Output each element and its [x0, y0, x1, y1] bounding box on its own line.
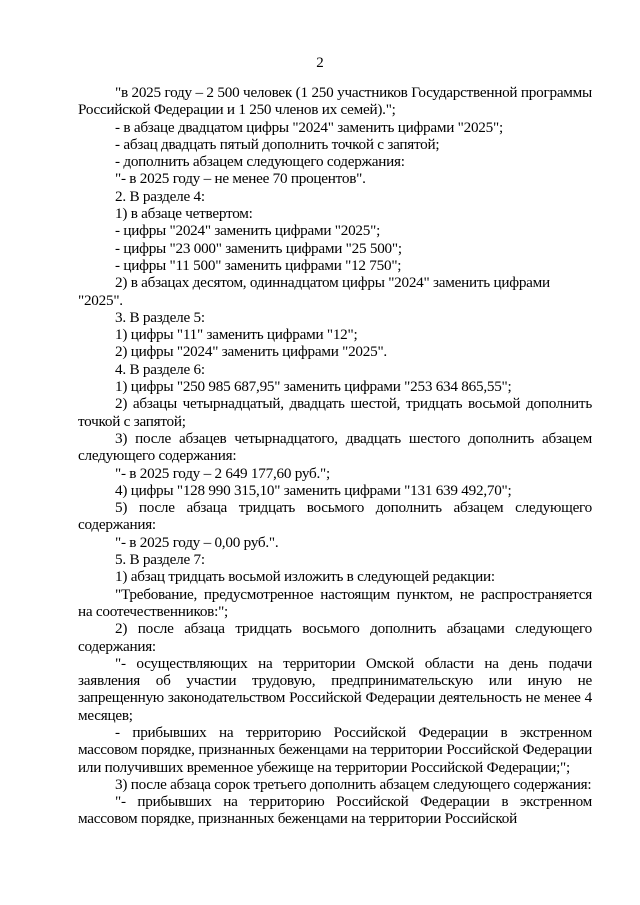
paragraph: "- прибывших на территорию Российской Федерации в экстренном массовом порядке, признанных беженцами на территории Российской [78, 793, 592, 828]
paragraph: 4. В разделе 6: [115, 360, 205, 378]
paragraph: 4) цифры "128 990 315,10" заменить цифрами "131 639 492,70"; [115, 481, 512, 499]
paragraph: - цифры "11 500" заменить цифрами "12 750"; [115, 256, 402, 274]
paragraph: "- в 2025 году – 2 649 177,60 руб."; [115, 464, 330, 482]
paragraph: "- в 2025 году – 0,00 руб.". [115, 533, 279, 551]
paragraph: 2) после абзаца тридцать восьмого дополнить абзацами следующего содержания: [78, 620, 592, 655]
paragraph: 1) цифры "11" заменить цифрами "12"; [115, 326, 358, 344]
paragraph: 5. В разделе 7: [115, 551, 205, 569]
paragraph: 1) абзац тридцать восьмой изложить в следующей редакции: [115, 568, 495, 586]
paragraph: 2) цифры "2024" заменить цифрами "2025". [115, 343, 387, 361]
paragraph: 3) после абзаца сорок третьего дополнить абзацем следующего содержания: [115, 775, 592, 793]
paragraph: "- в 2025 году – не менее 70 процентов". [115, 170, 366, 188]
paragraph: 2) абзацы четырнадцатый, двадцать шестой, тридцать восьмой дополнить точкой с запятой; [78, 395, 592, 430]
document-body [78, 84, 592, 828]
paragraph: 2) в абзацах десятом, одиннадцатом цифры "2024" заменить цифрами "2025". [78, 274, 550, 309]
paragraph: - цифры "23 000" заменить цифрами "25 500"; [115, 239, 402, 257]
paragraph: 1) цифры "250 985 687,95" заменить цифрами "253 634 865,55"; [115, 378, 512, 396]
paragraph: 3) после абзацев четырнадцатого, двадцать шестого дополнить абзацем следующего содержания: [78, 429, 592, 465]
paragraph: 3. В разделе 5: [115, 308, 205, 326]
paragraph: - цифры "2024" заменить цифрами "2025"; [115, 222, 381, 240]
paragraph: - прибывших на территорию Российской Федерации в экстренном массовом порядке, признанных беженцами на территории Российской Федерации или получивших временное убежище на территории Российской Федерации;"; [78, 723, 592, 776]
paragraph: "Требование, предусмотренное настоящим пунктом, не распространяется на соотечественников:"; [78, 585, 592, 620]
paragraph: - в абзаце двадцатом цифры "2024" заменить цифрами "2025"; [115, 118, 503, 136]
paragraph: - дополнить абзацем следующего содержания: [115, 153, 405, 171]
paragraph: - абзац двадцать пятый дополнить точкой с запятой; [115, 135, 440, 153]
paragraph: 2. В разделе 4: [115, 187, 205, 205]
paragraph: 1) в абзаце четвертом: [115, 205, 253, 223]
paragraph: 5) после абзаца тридцать восьмого дополнить абзацем следующего содержания: [78, 499, 592, 534]
paragraph: "в 2025 году – 2 500 человек (1 250 участников Государственной программы Российской Федерации и 1 250 членов их семей)."; [78, 84, 592, 119]
paragraph: "- осуществляющих на территории Омской области на день подачи заявления об участии трудовую, предпринимательскую или иную не запрещенную законодательством Российской Федерации деятельность не менее 4 месяцев; [78, 654, 592, 724]
page-number: 2 [316, 55, 324, 71]
